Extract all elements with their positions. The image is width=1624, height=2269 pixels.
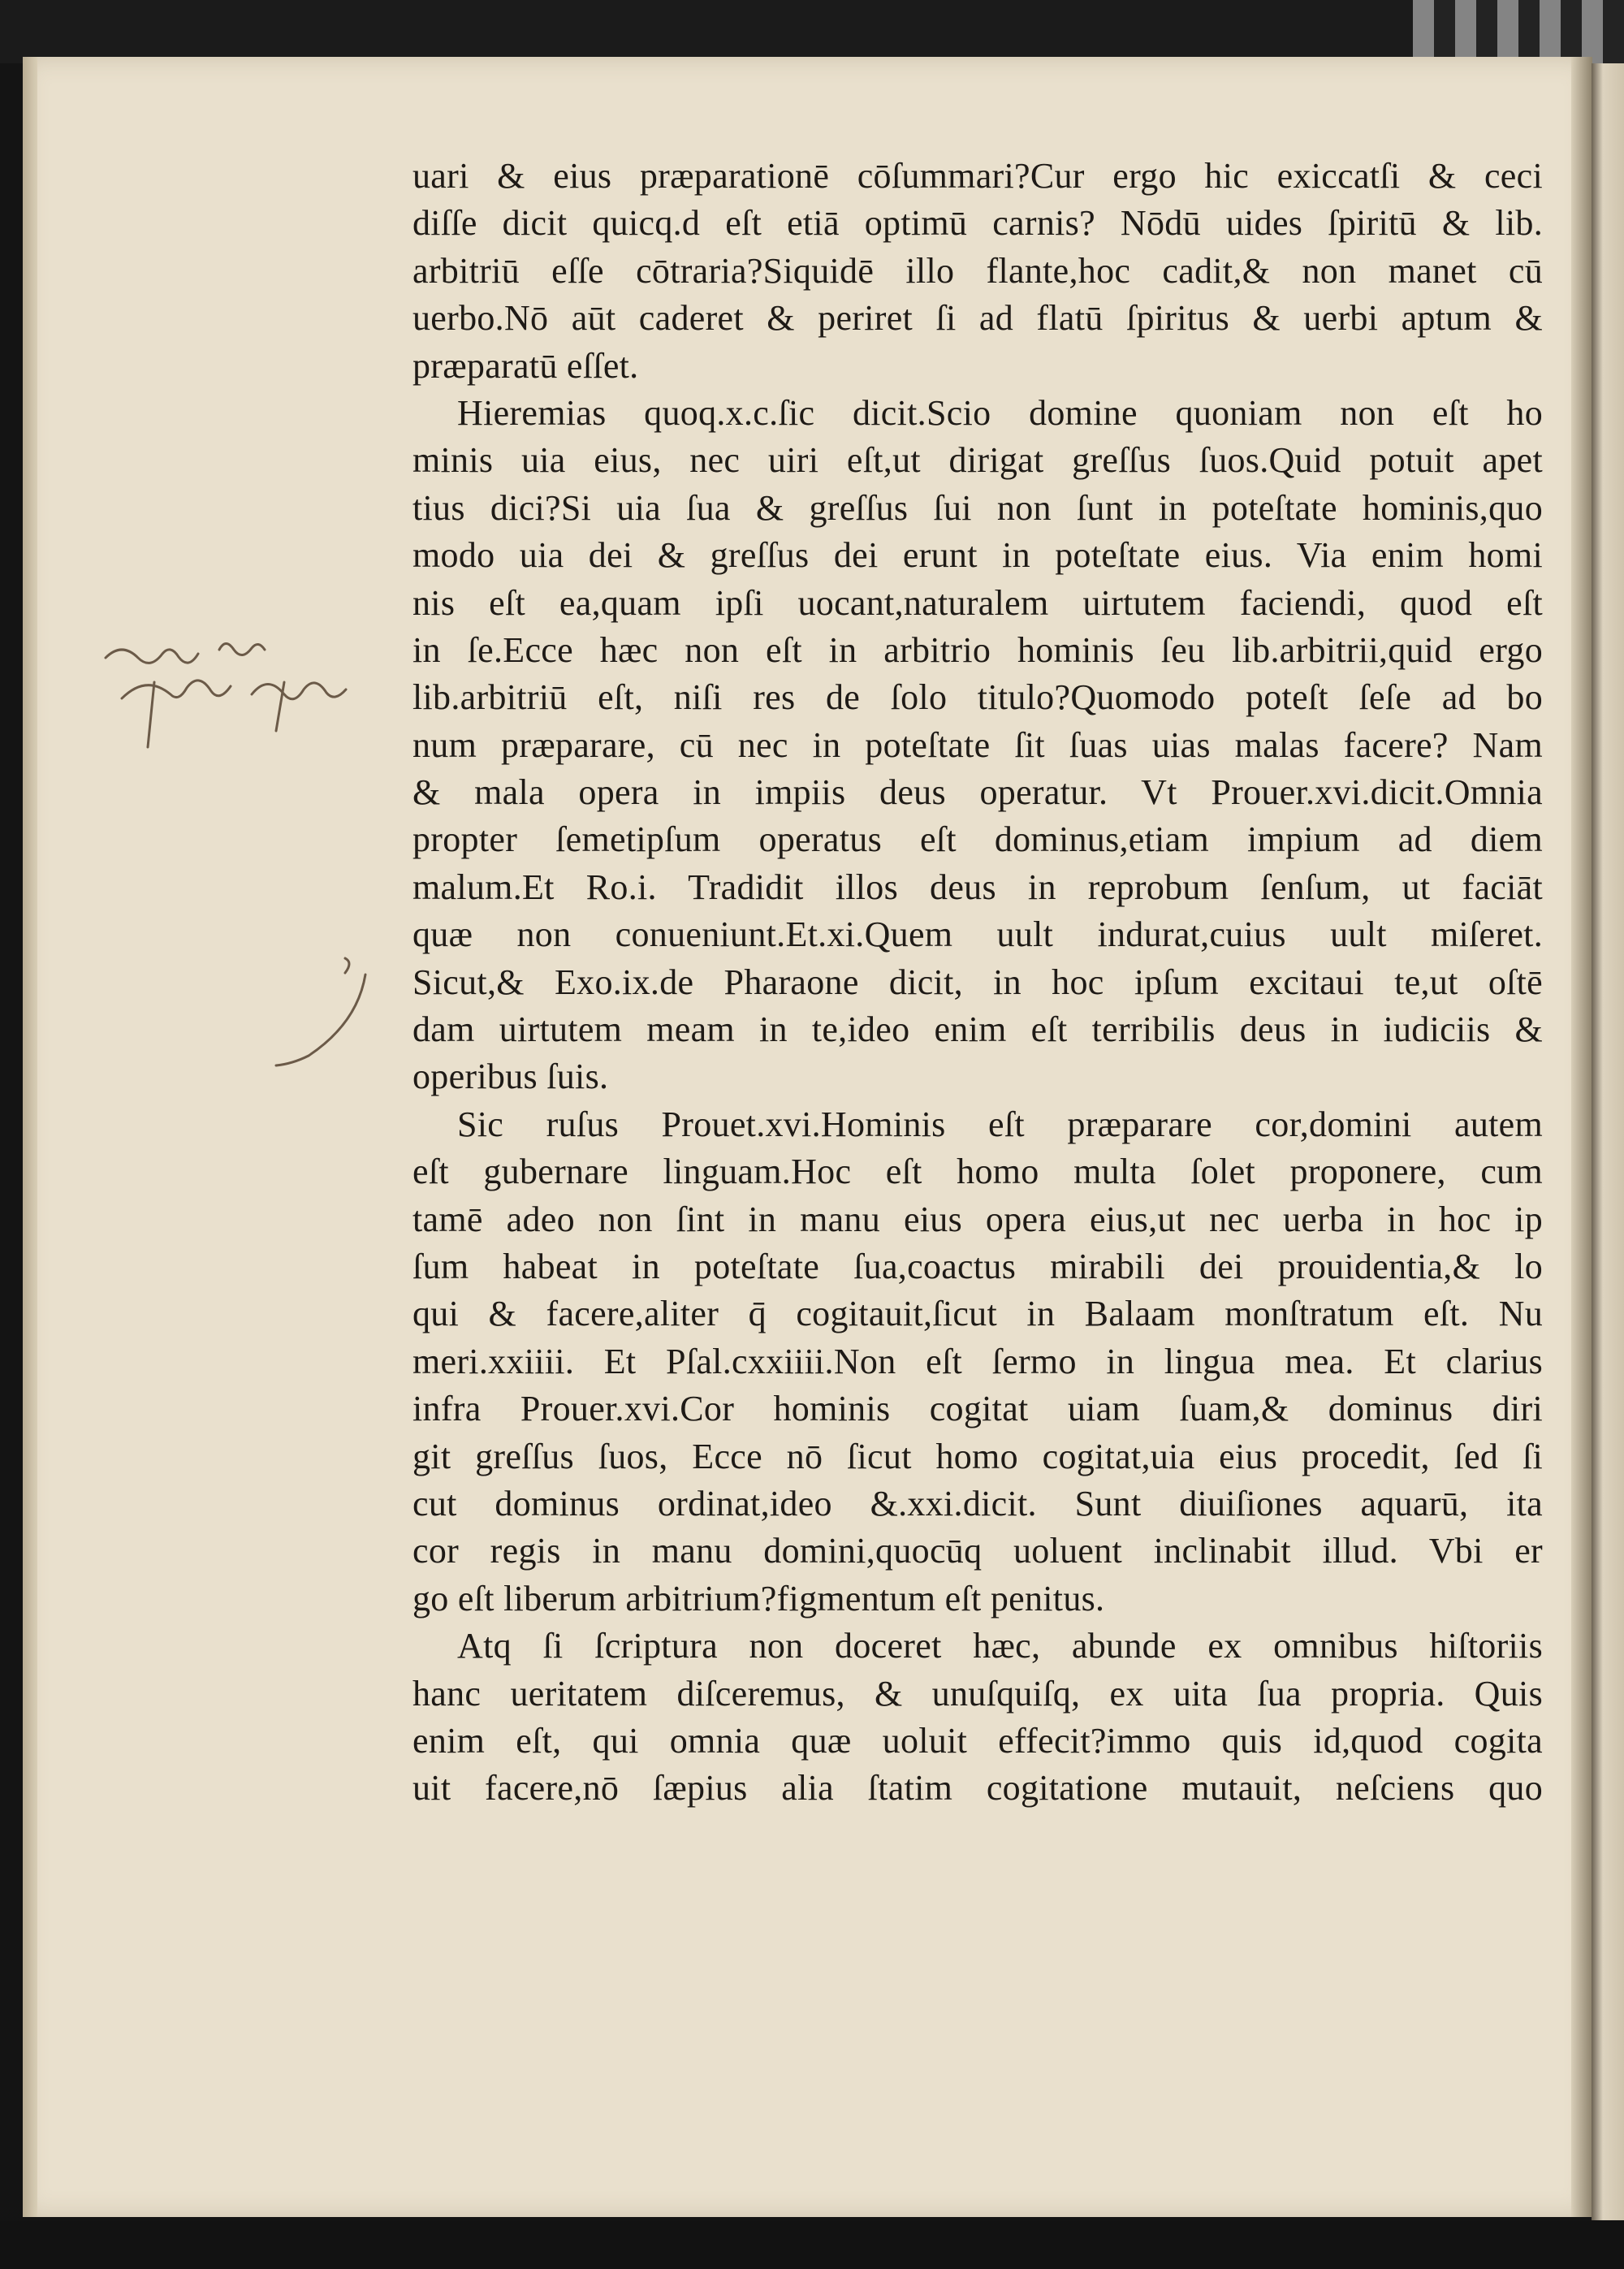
text-line: dam uirtutem meam in te,ideo enim eſt terribilis deus in iudiciis & [412, 1009, 1543, 1050]
color-calibration-strip [1413, 0, 1624, 63]
text-line: propter ſemetipſum operatus eſt dominus,etiam impium ad diem [412, 819, 1543, 860]
text-line: diſſe dicit quicq.d eſt etiā optimū carnis? Nōdū uides ſpiritū & lib. [412, 203, 1543, 244]
text-line: cor regis in manu domini,quocūq uoluent inclinabit illud. Vbi er [412, 1531, 1543, 1571]
body-text [412, 153, 1543, 1813]
text-line: præparatū eſſet. [412, 345, 639, 386]
text-line: Sicut,& Exo.ix.de Pharaone dicit, in hoc ipſum excitaui te,ut oſtē [412, 962, 1543, 1002]
text-line: meri.xxiiii. Et Pſal.cxxiiii.Non eſt ſermo in lingua mea. Et clarius [412, 1341, 1543, 1381]
scanner-top-border [0, 0, 1624, 63]
text-line: num præparare, cū nec in poteſtate ſit ſuas uias malas facere? Nam [412, 724, 1543, 765]
text-line: arbitriū eſſe cōtraria?Siquidē illo flante,hoc cadit,& non manet cū [412, 250, 1543, 291]
scanner-bottom-border [0, 2220, 1624, 2269]
text-line: Sic ruſus Prouet.xvi.Hominis eſt præparare cor,domini autem [457, 1104, 1543, 1144]
text-line: qui & facere,aliter q̄ cogitauit,ſicut in Balaam monſtratum eſt. Nu [412, 1294, 1543, 1334]
text-line: go eſt liberum arbitrium?figmentum eſt penitus. [412, 1578, 1105, 1619]
text-line: operibus ſuis. [412, 1057, 609, 1097]
page-stack-edge [23, 57, 37, 2217]
text-line: quæ non conueniunt.Et.xi.Quem uult indurat,cuius uult miſeret. [412, 914, 1543, 955]
text-line: git greſſus ſuos, Ecce nō ſicut homo cogitat,uia eius procedit, ſed ſi [412, 1436, 1543, 1476]
text-line: Hieremias quoq.x.c.ſic dicit.Scio domine quoniam non eſt ho [457, 392, 1543, 433]
text-line: infra Prouer.xvi.Cor hominis cogitat uiam ſuam,& dominus diri [412, 1389, 1543, 1429]
text-line: Atq ſi ſcriptura non doceret hæc, abunde ex omnibus hiſtoriis [457, 1626, 1543, 1666]
text-line: tamē adeo non ſint in manu eius opera eius,ut nec uerba in hoc ip [412, 1199, 1543, 1239]
facing-page-edge [1592, 63, 1624, 2224]
margin-bracket-mark [268, 950, 382, 1072]
text-line: ſum habeat in poteſtate ſua,coactus mirabili dei prouidentia,& lo [412, 1246, 1543, 1286]
text-line: minis uia eius, nec uiri eſt,ut dirigat greſſus ſuos.Quid potuit apet [412, 440, 1543, 481]
text-line: lib.arbitriū eſt, niſi res de ſolo titulo?Quomodo poteſt ſeſe ad bo [412, 677, 1543, 718]
text-line: uerbo.Nō aūt caderet & periret ſi ad flatū ſpiritus & uerbi aptum & [412, 298, 1543, 339]
text-line: eſt gubernare linguam.Hoc eſt homo multa ſolet proponere, cum [412, 1152, 1543, 1192]
book-gutter [1571, 57, 1592, 2217]
text-line: modo uia dei & greſſus dei erunt in poteſtate eius. Via enim homi [412, 535, 1543, 576]
text-line: nis eſt ea,quam ipſi uocant,naturalem uirtutem faciendi, quod eſt [412, 582, 1543, 623]
text-line: hanc ueritatem diſceremus, & unuſquiſq, ex uita ſua propria. Quis [412, 1673, 1543, 1714]
text-line: malum.Et Ro.i. Tradidit illos deus in reprobum ſenſum, ut faciāt [412, 867, 1543, 907]
text-line: uit facere,nō ſæpius alia ſtatim cogitatione mutauit, neſciens quo [412, 1768, 1543, 1809]
text-line: enim eſt, qui omnia quæ uoluit effecit?immo quis id,quod cogita [412, 1720, 1543, 1761]
handwritten-margin-note [97, 625, 422, 771]
text-line: tius dici?Si uia ſua & greſſus ſui non ſunt in poteſtate hominis,quo [412, 487, 1543, 528]
text-line: in ſe.Ecce hæc non eſt in arbitrio hominis ſeu lib.arbitrii,quid ergo [412, 629, 1543, 670]
text-line: uari & eius præparationē cōſummari?Cur ergo hic exiccatſi & ceci [412, 156, 1543, 196]
text-line: & mala opera in impiis deus operatur. Vt Prouer.xvi.dicit.Omnia [412, 772, 1543, 813]
text-line: cut dominus ordinat,ideo &.xxi.dicit. Sunt diuiſiones aquarū, ita [412, 1483, 1543, 1523]
